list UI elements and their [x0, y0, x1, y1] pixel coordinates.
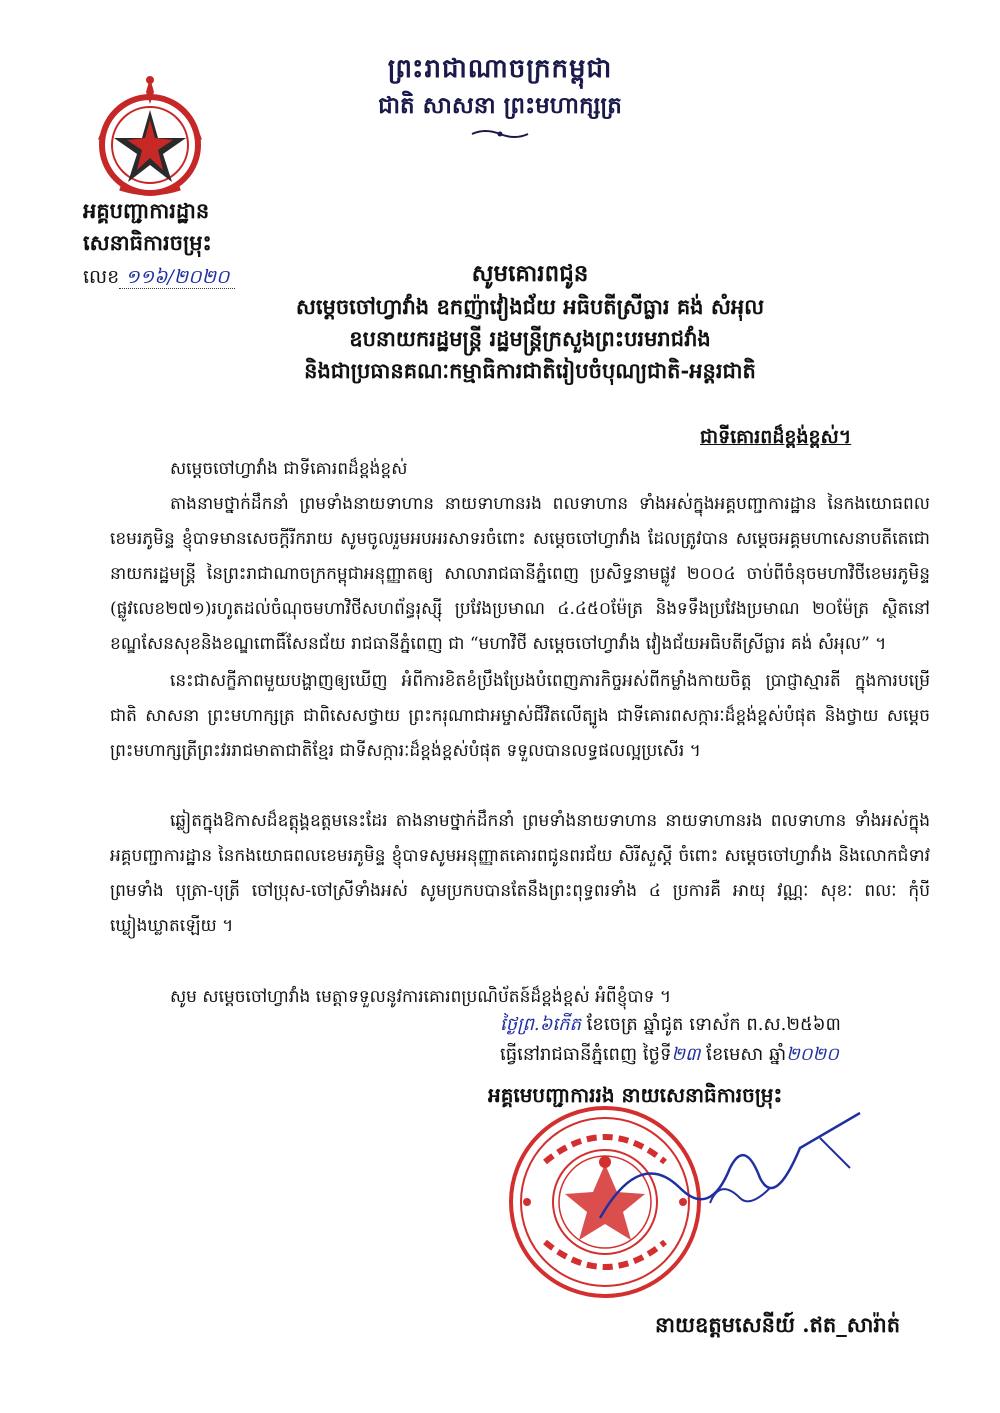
recipient-greeting: សូមគោរពជូន: [471, 260, 589, 287]
signer-name: នាយឧត្តមសេនីយ៍ .ឥត_សារ៉ាត់: [655, 1312, 901, 1337]
handwritten-signature: [560, 1108, 870, 1228]
body-paragraph-2-text: នេះជាសក្ខីភាពមួយបង្ហាញឲ្យឃើញ អំពីការខិតខំប្រឹងប្រែងបំពេញភារកិច្ចអស់ពីកម្លាំងកាយចិត្ត ប្រាជ្ញាស្មារតី ក្នុងការបម្រើ ជាតិ សាសនា ព្រះមហាក្សត្រ ជាពិសេសថ្វាយ ព្រះករុណាជាអម្ចាស់ជីវិតលើត្បូង ជាទីគោរពសក្ការៈដ៏ខ្ពង់ខ្ពស់បំផុត និងថ្វាយ សម្តេចព្រះមហាក្សត្រីព្រះវររាជមាតាជាតិខ្មែរ ជាទីសក្ការៈដ៏ខ្ពង់ខ្ពស់បំផុត ទទួលបានលទ្ធផលល្អប្រសើរ ។: [110, 671, 930, 761]
lunar-day: ថ្ងៃព្រ.៦កើត: [500, 1014, 581, 1035]
lunar-date: [500, 1012, 841, 1039]
date-year: ២០២០: [786, 1044, 839, 1065]
recipient-position-2: និងជាប្រធានគណៈកម្មាធិការជាតិរៀបចំបុណ្យជាតិ-អន្តរជាតិ: [304, 358, 756, 383]
solar-date: [500, 1042, 839, 1069]
signer-title: អគ្គមេបញ្ជាការរង នាយសេនាធិការចម្រុះ: [488, 1083, 783, 1107]
place-prefix: ធ្វើនៅរាជធានីភ្នំពេញ ថ្ងៃទី: [500, 1044, 672, 1065]
sender-org-line1: អគ្គបញ្ជាការដ្ឋាន: [83, 198, 210, 223]
sender-org-line2: សេនាធិការចម្រុះ: [83, 230, 212, 255]
recipient-position: ឧបនាយករដ្ឋមន្ត្រី រដ្ឋមន្ត្រីក្រសួងព្រះបរមរាជវាំង: [349, 326, 711, 351]
salutation: សម្តេចចៅហ្វាវាំង ជាទីគោរពដ៏ខ្ពង់ខ្ពស់: [170, 459, 408, 479]
kingdom-title: ព្រះរាជាណាចក្រកម្ពុជា: [387, 54, 613, 84]
military-emblem-logo: [80, 70, 220, 200]
reference-label: លេខ: [83, 266, 120, 288]
recipient-name: សម្តេចចៅហ្វាវាំង ឧកញ៉ាវៀងជ័យ អធិបតីស្រីធ្លារ គង់ សំអុល: [295, 294, 765, 319]
reference-number: ១១៦/២០២០: [119, 266, 235, 289]
body-paragraph-1-text: តាងនាមថ្នាក់ដឹកនាំ ព្រមទាំងនាយទាហាន នាយទាហានរង ពលទាហាន ទាំងអស់ក្នុងអគ្គបញ្ជាការដ្ឋាន នៃកងយោធពលខេមរភូមិន្ទ ខ្ញុំបាទមានសេចក្តីរីករាយ សូមចូលរួមអបអរសាទរចំពោះ សម្តេចចៅហ្វាវាំង ដែលត្រូវបាន សម្តេចអគ្គមហាសេនាបតីតេជោ នាយករដ្ឋមន្ត្រី នៃព្រះរាជាណាចក្រកម្ពុជាអនុញ្ញាតឲ្យ សាលារាជធានីភ្នំពេញ ប្រសិទ្ធនាមផ្លូវ ២០០៤ ចាប់ពីចំនុចមហាវិថីខេមរភូមិន្ទ (ផ្លូវលេខ២៧១)រហូតដល់ចំណុចមហាវិថីសហព័ន្ធរុស្ស៊ី ប្រវែងប្រមាណ ៤.៤៥០ម៉ែត្រ និងទទឹងប្រវែងប្រមាណ ២០ម៉ែត្រ ស្ថិតនៅខណ្ឌសែនសុខនិងខណ្ឌពោធិ៍សែនជ័យ រាជធានីភ្នំពេញ ជា “មហាវិថី សម្តេចចៅហ្វាវាំង វៀងជ័យអធិបតីស្រីធ្លារ គង់ សំអុល” ។: [110, 494, 930, 654]
month-prefix: ខែមេសា ឆ្នាំ: [706, 1044, 787, 1065]
body-paragraph-2: [110, 664, 930, 769]
subject-line: ជាទីគោរពដ៏ខ្ពង់ខ្ពស់។: [700, 426, 852, 448]
lunar-date-rest: ខែចេត្រ ឆ្នាំជូត ទោស័ក ព.ស.២៥៦៣: [586, 1014, 841, 1035]
ornament-divider: [470, 128, 530, 140]
body-paragraph-4: [110, 980, 930, 1015]
body-paragraph-1: [110, 487, 930, 662]
date-day: ២៣: [671, 1044, 701, 1065]
body-paragraph-4-text: សូម សម្តេចចៅហ្វាវាំង មេត្តាទទួលនូវការគោរពប្រណិប័តន៍ដ៏ខ្ពង់ខ្ពស់ អំពីខ្ញុំបាទ ។: [170, 987, 672, 1007]
body-paragraph-3: [110, 804, 930, 944]
body-paragraph-3-text: ឆ្លៀតក្នុងឱកាសដ៏ឧត្តុង្គឧត្តមនេះដែរ តាងនាមថ្នាក់ដឹកនាំ ព្រមទាំងនាយទាហាន នាយទាហានរង ពលទាហាន ទាំងអស់ក្នុងអគ្គបញ្ជាការដ្ឋាន នៃកងយោធពលខេមរភូមិន្ទ ខ្ញុំបាទសូមអនុញ្ញាតគោរពជូនពរជ័យ សិរីសួស្តី ចំពោះ សម្តេចចៅហ្វាវាំង និងលោកជំទាវ ព្រមទាំង បុត្រា-បុត្រី ចៅប្រុស-ចៅស្រីទាំងអស់ សូមប្រកបបានតែនឹងព្រះពុទ្ធពរទាំង ៤ ប្រការគឺ អាយុ វណ្ណៈ សុខៈ ពលៈ កុំបីឃ្លៀងឃ្លាតឡើយ ។: [110, 811, 930, 936]
national-motto: ជាតិ សាសនា ព្រះមហាក្សត្រ: [378, 92, 622, 119]
